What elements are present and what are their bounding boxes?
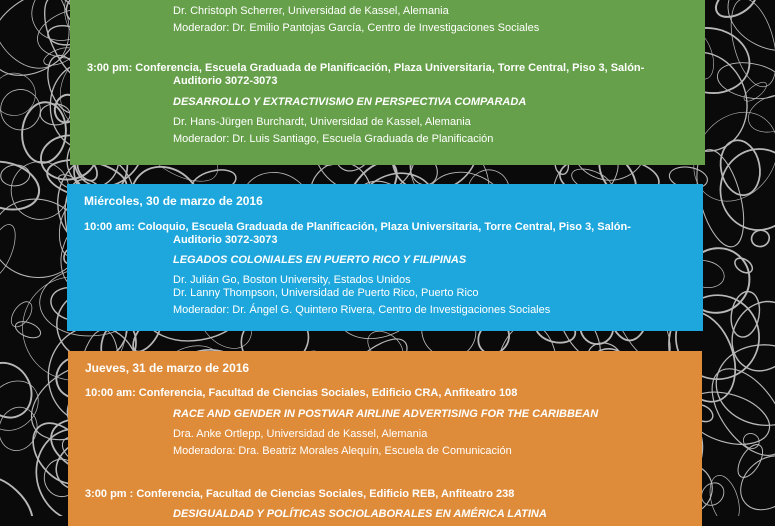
day-heading: Miércoles, 30 de marzo de 2016 [84,194,263,208]
speaker: Dra. Anke Ortlepp, Universidad de Kassel, Alemania [173,428,428,440]
moderator: Moderador: Dr. Luis Santiago, Escuela Graduada de Planificación [173,133,494,145]
moderator: Moderadora: Dra. Beatriz Morales Alequín, Escuela de Comunicación [173,445,512,457]
moderator: Moderador: Dr. Emilio Pantojas García, Centro de Investigaciones Sociales [173,22,540,34]
session-time: 3:00 pm : Conferencia, Facultad de Ciencias Sociales, Edificio REB, Anfiteatro 238 [85,488,515,500]
day-heading: Jueves, 31 de marzo de 2016 [85,361,250,375]
speaker: Dr. Christoph Scherrer, Universidad de Kassel, Alemania [173,5,449,17]
tuesday-panel [70,0,705,165]
session-location: Auditorio 3072-3073 [173,234,278,246]
talk-title: DESARROLLO Y EXTRACTIVISMO EN PERSPECTIVA COMPARADA [173,96,527,108]
moderator: Moderador: Dr. Ángel G. Quintero Rivera, Centro de Investigaciones Sociales [173,304,551,316]
talk-title: DESIGUALDAD Y POLÍTICAS SOCIOLABORALES EN AMÉRICA LATINA [173,508,547,520]
session-time: 10:00 am: Coloquio, Escuela Graduada de Planificación, Plaza Universitaria, Torre Central, Piso 3, Salón- [84,221,631,233]
session-location: Auditorio 3072-3073 [173,75,278,87]
speaker: Dr. Hans-Jürgen Burchardt, Universidad de Kassel, Alemania [173,116,471,128]
wednesday-panel [67,184,703,331]
speaker: Dr. Julián Go, Boston University, Estados Unidos [173,274,411,286]
talk-title: RACE AND GENDER IN POSTWAR AIRLINE ADVERTISING FOR THE CARIBBEAN [173,408,599,420]
speaker: Dr. Lanny Thompson, Universidad de Puerto Rico, Puerto Rico [173,287,479,299]
session-time: 10:00 am: Conferencia, Facultad de Ciencias Sociales, Edificio CRA, Anfiteatro 108 [85,387,518,399]
talk-title: LEGADOS COLONIALES EN PUERTO RICO Y FILIPINAS [173,254,467,266]
thursday-panel [68,351,702,526]
session-time: 3:00 pm: Conferencia, Escuela Graduada de Planificación, Plaza Universitaria, Torre Central, Piso 3, Salón- [87,62,645,74]
